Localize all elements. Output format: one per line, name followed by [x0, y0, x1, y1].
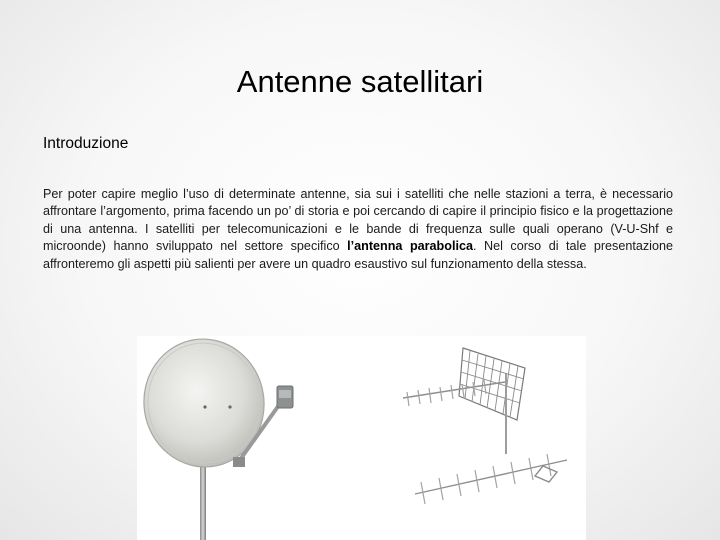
paragraph-bold-term: l’antenna parabolica [347, 239, 473, 254]
section-heading: Introduzione [43, 135, 129, 152]
paragraph-text-end: . Nel corso di tale presentazione affronteremo gli aspetti più salienti per avere un quadro esaustivo sul funzionamento della stessa. [43, 239, 673, 271]
slide-title: Antenne satellitari [236, 64, 484, 99]
intro-paragraph [43, 186, 673, 273]
paragraph-text-start: Per poter capire meglio l’uso di determinate antenne, sia sui i satelliti che nelle stazioni a terra, è necessario affrontare l’argomento, prima facendo un po’ di storia e poi cercando di capire il principio fisico e la progettazione di una antenna. I satelliti per telecomunicazioni e le bande di frequenza sulle quali operano (V-U-Shf e microonde) hanno sviluppato nel settore specifico [43, 187, 673, 254]
satellite-dish-icon [137, 336, 293, 540]
grid-antenna-icon [459, 348, 525, 454]
yagi-antenna-icon [403, 380, 567, 540]
antennas-photo [137, 336, 586, 540]
